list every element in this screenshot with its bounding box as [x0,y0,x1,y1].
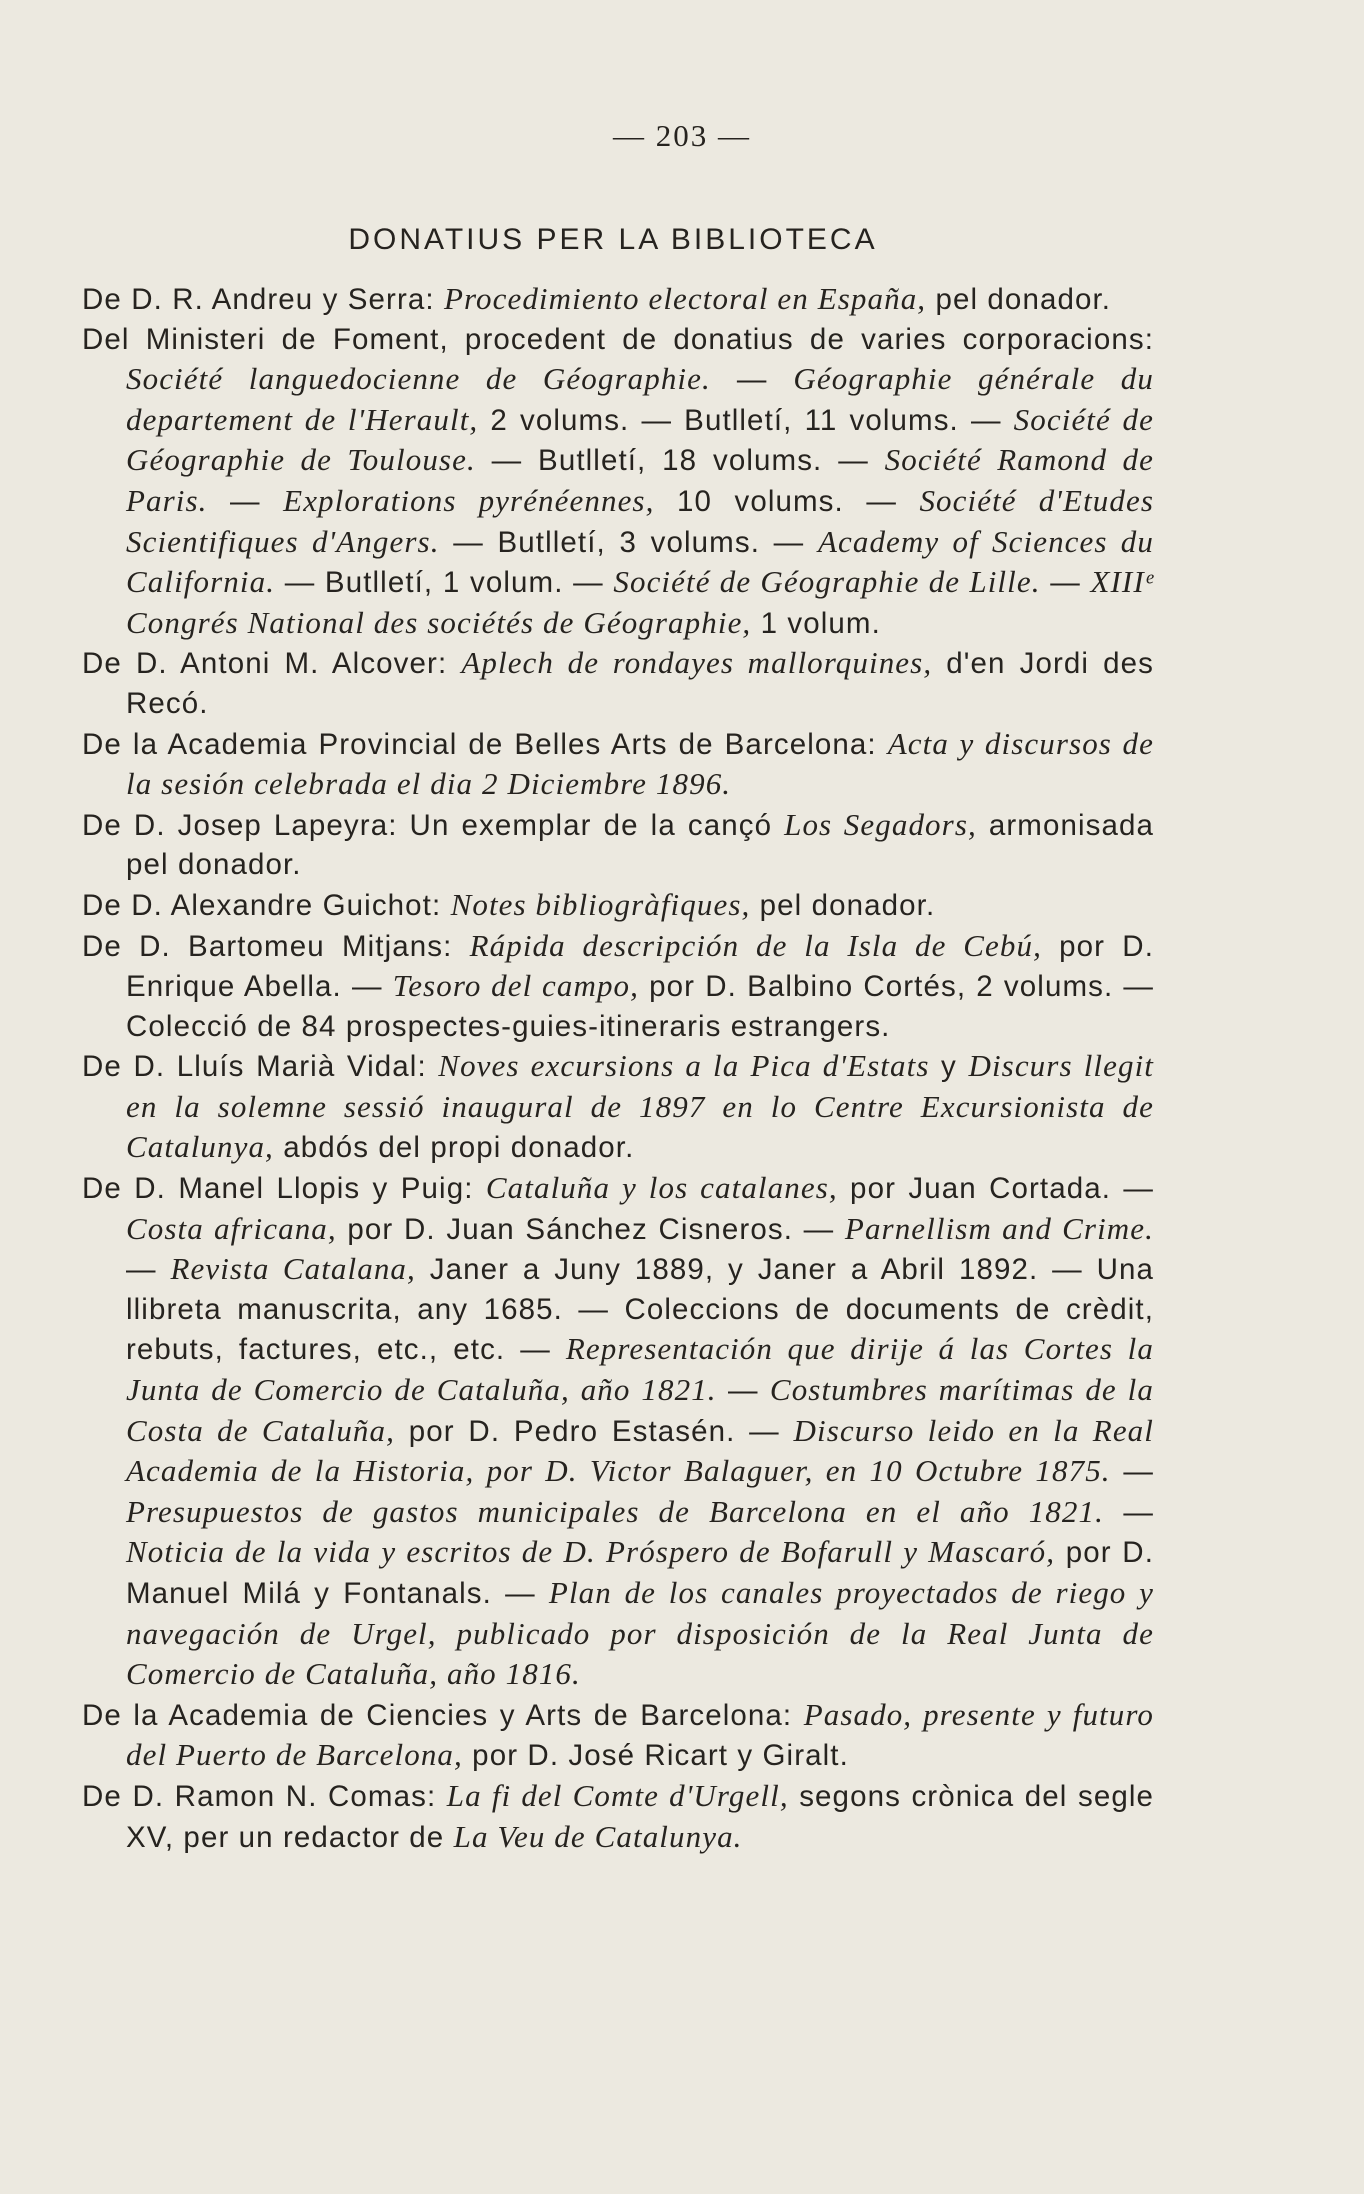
entry-text: armonisada pel donador. [126,808,1155,882]
entry-text: — [1110,1455,1154,1489]
work-title: Plan de los canales proyectados de riego y navegación de Urgel, publicado por disposición de la Real Junta de Comercio de Cataluña, año 1816. [126,1575,1154,1692]
entry-text: por D. Juan Sánchez Cisneros. — [336,1212,845,1246]
donation-entry [82,1168,1154,1695]
donation-entry [82,279,1154,320]
entry-text: — [710,363,794,397]
entry-text: — [716,1374,770,1408]
entry-text: pel donador. [750,888,936,922]
work-title: Costumbres marítimas de la Costa de Cataluña, [126,1372,1154,1448]
work-title: Los Segadors, [784,806,977,842]
entry-text: 10 volums. — [654,484,920,518]
entry-text: y [929,1050,969,1084]
entry-text: por Juan Cortada. — [837,1172,1154,1206]
entry-text: De D. Ramon N. Comas: [82,1779,447,1813]
entry-text: por D. Enrique Abella. — [126,929,1154,1004]
entry-text: De D. Alexandre Guichot: [82,888,451,922]
donation-entry [82,1046,1154,1168]
work-title: Explorations pyrénéennes, [283,482,655,518]
entry-text: 2 volums. — Butlletí, 11 volums. — [478,403,1014,437]
work-title: Tesoro del campo, [392,968,640,1004]
work-title: Discurso leido en la Real Academia de la Historia, por D. Victor Balaguer, en 10 Octubre 1875. [126,1412,1154,1489]
entry-text: De D. Josep Lapeyra: Un exemplar de la cançó [82,808,785,842]
work-title: Notes bibliogràfiques, [450,886,751,922]
entry-text: por D. Manuel Milá y Fontanals. — [126,1536,1154,1610]
entry-text: — [126,1253,171,1287]
entry-text: De D. Antoni M. Alcover: [82,647,462,681]
page-number: — 203 — [613,118,751,153]
work-title: Aplech de rondayes mallorquines, [461,645,933,681]
donation-entry [82,724,1154,805]
donation-entry [82,1695,1154,1776]
donation-entry [82,643,1154,723]
donation-list [82,279,1154,1857]
donation-entry [82,926,1154,1047]
entry-text: Del Ministeri de Foment, procedent de donatius de varies corporacions: [82,322,1154,356]
donation-entry [82,805,1154,885]
entry-text: d'en Jordi des Recó. [126,647,1154,720]
work-title: Cataluña y los catalanes, [485,1170,838,1206]
entry-text: — Butlletí, 18 volums. — [475,444,885,478]
work-title: Géographie générale du departement de l'Herault, [126,361,1154,437]
entry-text: — [207,484,284,518]
work-title: Société languedocienne de Géographie. [126,361,711,397]
page-title: DONATIUS PER LA BIBLIOTECA [348,223,878,257]
entry-text: abdós del propi donador. [273,1131,635,1165]
donation-entry [82,320,1154,644]
work-title: Société Ramond de Paris. [126,442,1154,518]
work-title: Noticia de la vida y escritos de D. Próspero de Bofarull y Mascaró, [126,1534,1056,1570]
work-title: Discurs llegit en la solemne sessió inaugural de 1897 en lo Centre Excursionista de Catalunya, [126,1048,1155,1165]
work-title: Presupuestos de gastos municipales de Barcelona en el año 1821. [126,1493,1104,1529]
work-title: La fi del Comte d'Urgell, [446,1777,789,1813]
work-title: Acta y discursos de la sesión celebrada el dia 2 Diciembre 1896. [126,725,1154,802]
work-title: Pasado, presente y futuro del Puerto de Barcelona, [126,1696,1154,1773]
work-title: Revista Catalana, [170,1251,416,1287]
work-title: Costa africana, [126,1210,337,1246]
entry-text: pel donador. [926,283,1112,316]
entry-text: De D. Bartomeu Mitjans: [82,929,470,963]
work-title: Academy of Sciences du California. [126,523,1154,600]
entry-text: por D. José Ricart y Giralt. [462,1739,849,1773]
entry-text: De D. Lluís Marià Vidal: [82,1050,439,1084]
work-title: Société de Géographie de Toulouse. [126,401,1154,478]
work-title: Rápida descripción de la Isla de Cebú, [469,927,1042,963]
entry-text: De la Academia de Ciencies y Arts de Barcelona: [82,1698,804,1732]
entry-text: por D. Balbino Cortés, 2 volums. — Colecció de 84 prospectes-guies-itineraris estrangers. [126,970,1155,1043]
work-title: Société de Géographie de Lille. [613,564,1041,600]
entry-text: — Butlletí, 3 volums. — [439,525,818,559]
entry-text: — [1103,1495,1154,1529]
work-title: Noves excursions a la Pica d'Estats [438,1048,930,1084]
work-title: Parnellism and Crime. [844,1210,1155,1246]
donation-entry [82,885,1154,926]
entry-text: Janer a Juny 1889, y Janer a Abril 1892. — Una llibreta manuscrita, any 1685. — Coleccions de documents de crèdit, rebuts, factures, etc., etc. — [126,1253,1154,1367]
entry-text: De la Academia Provincial de Belles Arts de Barcelona: [82,727,888,761]
work-title: La Veu de Catalunya. [453,1818,743,1854]
entry-text: segons crònica del segle XV, per un redactor de [126,1779,1154,1854]
entry-text: — [1040,566,1091,600]
work-title: Representación que dirije á las Cortes la Junta de Comercio de Cataluña, año 1821. [126,1331,1154,1408]
work-title: Procedimiento electoral en España, [443,281,927,316]
entry-text: por D. Pedro Estasén. — [394,1414,794,1448]
entry-text: — Butlletí, 1 volum. — [275,566,614,600]
entry-text: 1 volum. [751,606,881,640]
donation-entry [82,1776,1154,1857]
entry-text: De D. Manel Llopis y Puig: [82,1172,486,1206]
work-title: XIIIᵉ Congrés National des sociétés de Géographie, [126,564,1154,640]
entry-text: De D. R. Andreu y Serra: [82,283,444,316]
work-title: Société d'Etudes Scientifiques d'Angers. [126,482,1155,559]
